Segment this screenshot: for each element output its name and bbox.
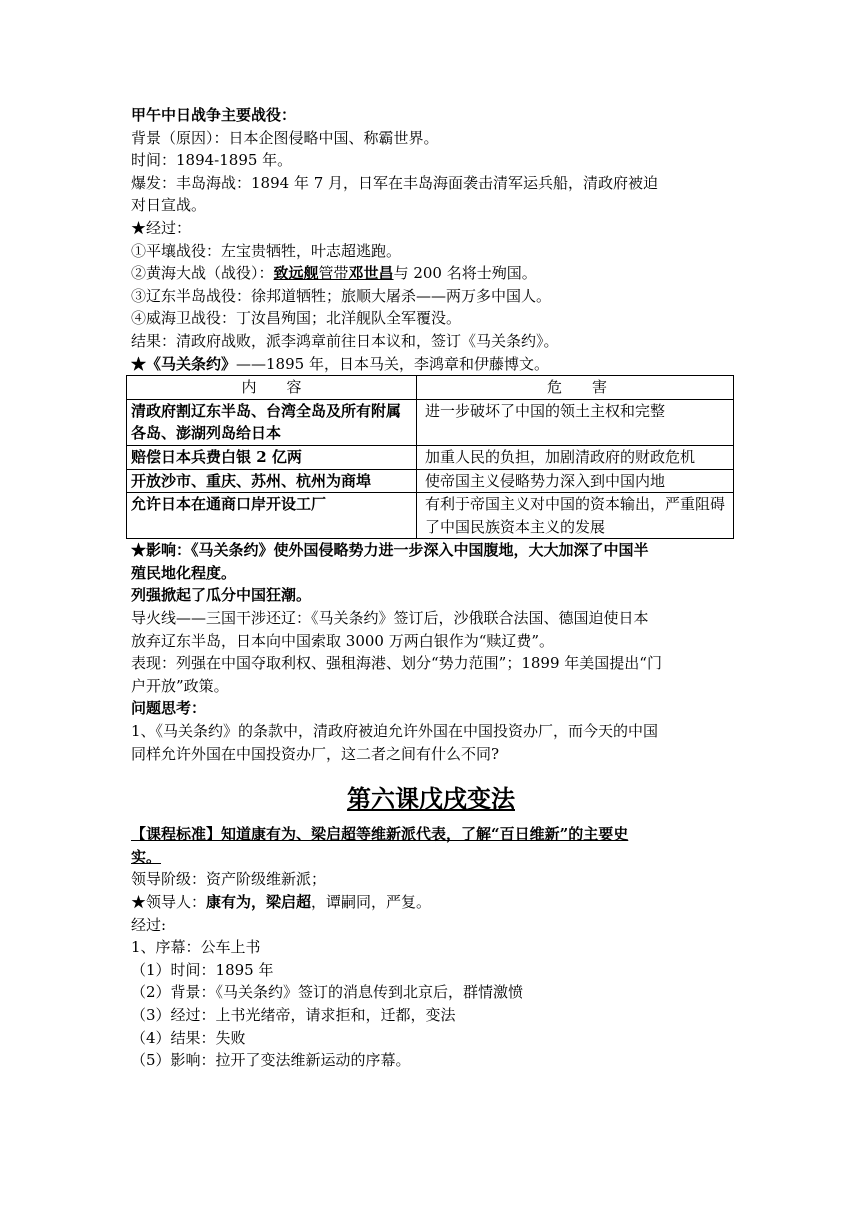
row-harm: 加重人民的负担，加剧清政府的财政危机 [417,445,734,469]
process-label: ★经过： [131,218,192,237]
row-content: 开放沙市、重庆、苏州、杭州为商埠 [127,469,417,493]
table-row [127,445,734,469]
leaders-rest: ，谭嗣同，严复。 [311,893,432,911]
prelude-line: 1、序幕：公车上书 [131,938,261,957]
process-heading: 经过: [131,915,167,934]
question-title: 问题思考： [131,699,207,718]
table-header-row [127,376,734,400]
row-content: 赔偿日本兵费白银 2 亿两 [127,445,417,469]
treaty-heading-title: ★《马关条约》 [131,354,237,373]
row-harm: 有利于帝国主义对中国的资本输出，严重阻碍了中国民族资本主义的发展 [417,493,734,539]
fuse-line-1: 导火线——三国干涉还辽：《马关条约》签订后，沙俄联合法国、德国迫使日本 [131,609,649,628]
prelude-background: （2）背景：《马关条约》签订的消息传到北京后，群情激愤 [131,983,524,1002]
lesson-title: 第六课戊戌变法 [347,784,515,814]
battle-yellow-sea [131,262,731,285]
table-row [127,399,734,445]
show-line-2: 户开放”政策。 [131,676,229,695]
war-result: 结果：清政府战败，派李鸿章前往日本议和，签订《马关条约》。 [131,331,559,350]
question-line-1: 1、《马关条约》的条款中，清政府被迫允许外国在中国投资办厂，而今天的中国 [131,722,659,741]
outbreak-line-2: 对日宣战。 [131,196,207,215]
impact-line-2: 殖民地化程度。 [131,563,237,582]
leaders-line [131,891,731,914]
prelude-time: （1）时间：1895 年 [131,960,274,979]
prelude-impact: （5）影响：拉开了变法维新运动的序幕。 [131,1051,411,1070]
fuse-line-2: 放弃辽东半岛，日本向中国索取 3000 万两白银作为“赎辽费”。 [131,631,555,650]
row-harm: 使帝国主义侵略势力深入到中国内地 [417,469,734,493]
header-harm: 危 害 [417,376,734,400]
battle-weihaiwei: ④威海卫战役：丁汝昌殉国；北洋舰队全军覆没。 [131,309,462,328]
course-standard-line-1: 【课程标准】知道康有为、梁启超等维新派代表，了解“百日维新”的主要史 [131,825,629,844]
time-line: 时间：1894-1895 年。 [131,151,293,170]
treaty-table [126,375,734,539]
ship-name: 致远舰 [273,264,319,283]
show-line-1: 表现：列强在中国夺取利权、强租海港、划分“势力范围”；1899 年美国提出“门 [131,654,662,673]
battle-yellow-sea-rest: 与 200 名将士殉国。 [393,264,537,283]
battle-liaodong: ③辽东半岛战役：徐邦道牺牲；旅顺大屠杀——两万多中国人。 [131,286,552,305]
row-harm: 进一步破坏了中国的领土主权和完整 [417,399,734,445]
battle-yellow-sea-label: ②黄海大战（战役）： [131,264,274,283]
battle-pyongyang: ①平壤战役：左宝贵牺牲，叶志超逃跑。 [131,241,402,260]
section-title: 甲午中日战争主要战役： [131,106,297,124]
course-standard-line-2: 实。 [131,847,162,866]
prelude-result: （4）结果：失败 [131,1028,246,1047]
leaders-label: ★领导人： [131,893,207,911]
question-line-2: 同样允许外国在中国投资办厂，这二者之间有什么不同? [131,744,500,763]
treaty-heading-detail: ——1895 年，日本马关，李鸿章和伊藤博文。 [236,354,549,373]
prelude-process: （3）经过：上书光绪帝，请求拒和，迁都，变法 [131,1005,456,1024]
row-content: 清政府割辽东半岛、台湾全岛及所有附属各岛、澎湖列岛给日本 [127,399,417,445]
row-content: 允许日本在通商口岸开设工厂 [127,493,417,539]
partition-title: 列强掀起了瓜分中国狂潮。 [131,586,312,605]
table-row [127,469,734,493]
outbreak-line-1: 爆发：丰岛海战：1894 年 7 月，日军在丰岛海面袭击清军运兵船，清政府被迫 [131,173,659,192]
impact-line-1: ★影响：《马关条约》使外国侵略势力进一步深入中国腹地，大大加深了中国半 [131,541,649,560]
leaders-main: 康有为，梁启超 [206,893,312,911]
leading-class: 领导阶级：资产阶级维新派； [131,870,327,889]
document-page [131,104,731,1072]
background-line: 背景（原因）：日本企图侵略中国、称霸世界。 [131,128,439,147]
table-row [127,493,734,539]
person-name: 邓世昌 [348,264,394,283]
captain-word: 管带 [318,264,349,283]
header-content: 内 容 [127,376,417,400]
treaty-heading [131,353,731,376]
